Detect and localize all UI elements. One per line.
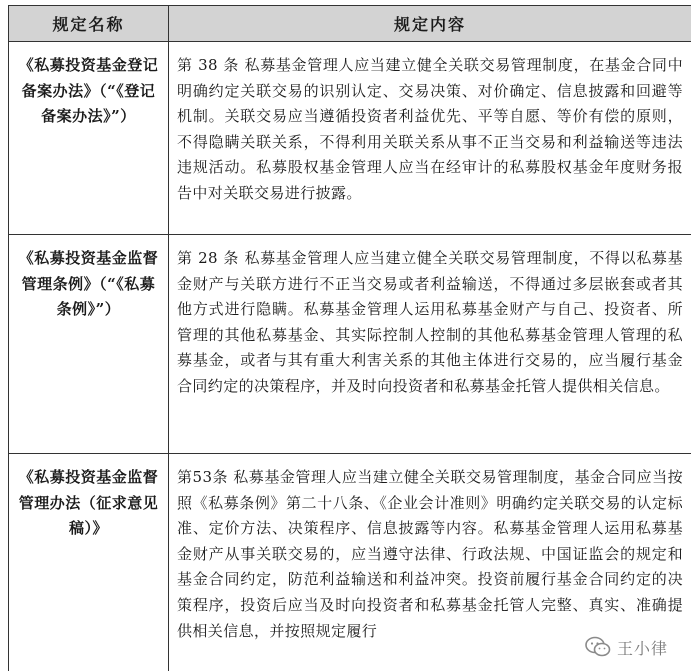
regulation-content-cell: 第 38 条 私募基金管理人应当建立健全关联交易管理制度，在基金合同中明确约定关联交易的识别认定、交易决策、对价确定、信息披露和回避等机制。关联交易应当遵循投资者利益优先、平等自愿、等价有偿的原则，不得隐瞒关联关系，不得利用关联关系从事不正当交易和利益输送等违法违规活动。私募股权基金管理人应当在经审计的私募股权基金年度财务报告中对关联交易进行披露。 bbox=[169, 42, 692, 235]
regulation-content-cell: 第53条 私募基金管理人应当建立健全关联交易管理制度，基金合同应当按照《私募条例》第二十八条、《企业会计准则》明确约定关联交易的认定标准、定价方法、决策程序、信息披露等内容。私募基金管理人运用私募基金财产从事关联交易的，应当遵守法律、行政法规、中国证监会的规定和基金合同约定，防范利益输送和利益冲突。投资前履行基金合同约定的决策程序，投资后应当及时向投资者和私募基金托管人完整、真实、准确提供相关信息，并按照规定履行 bbox=[169, 454, 692, 671]
regulation-name-cell: 《私募投资基金登记备案办法》（“《登记备案办法》”） bbox=[9, 42, 169, 235]
header-regulation-name: 规定名称 bbox=[9, 6, 169, 42]
regulation-content-cell: 第 28 条 私募基金管理人应当建立健全关联交易管理制度，不得以私募基金财产与关联方进行不正当交易或者利益输送，不得通过多层嵌套或者其他方式进行隐瞒。私募基金管理人运用私募基金财产与自己、投资者、所管理的其他私募基金、其实际控制人控制的其他私募基金管理人管理的私募基金，或者与其有重大利害关系的其他主体进行交易的，应当履行基金合同约定的决策程序，并及时向投资者和私募基金托管人提供相关信息。 bbox=[169, 235, 692, 454]
regulation-table-frame bbox=[8, 5, 691, 671]
regulation-table bbox=[8, 5, 691, 671]
regulation-name-cell: 《私募投资基金监督管理条例》（“《私募条例》”） bbox=[9, 235, 169, 454]
header-regulation-content: 规定内容 bbox=[169, 6, 692, 42]
wechat-icon bbox=[585, 636, 611, 658]
regulation-name-cell: 《私募投资基金监督管理办法（征求意见稿）》 bbox=[9, 454, 169, 671]
table-row bbox=[9, 42, 692, 235]
table-row bbox=[9, 235, 692, 454]
table-header-row bbox=[9, 6, 692, 42]
wechat-watermark bbox=[581, 633, 672, 661]
watermark-author: 王小律 bbox=[616, 638, 668, 658]
